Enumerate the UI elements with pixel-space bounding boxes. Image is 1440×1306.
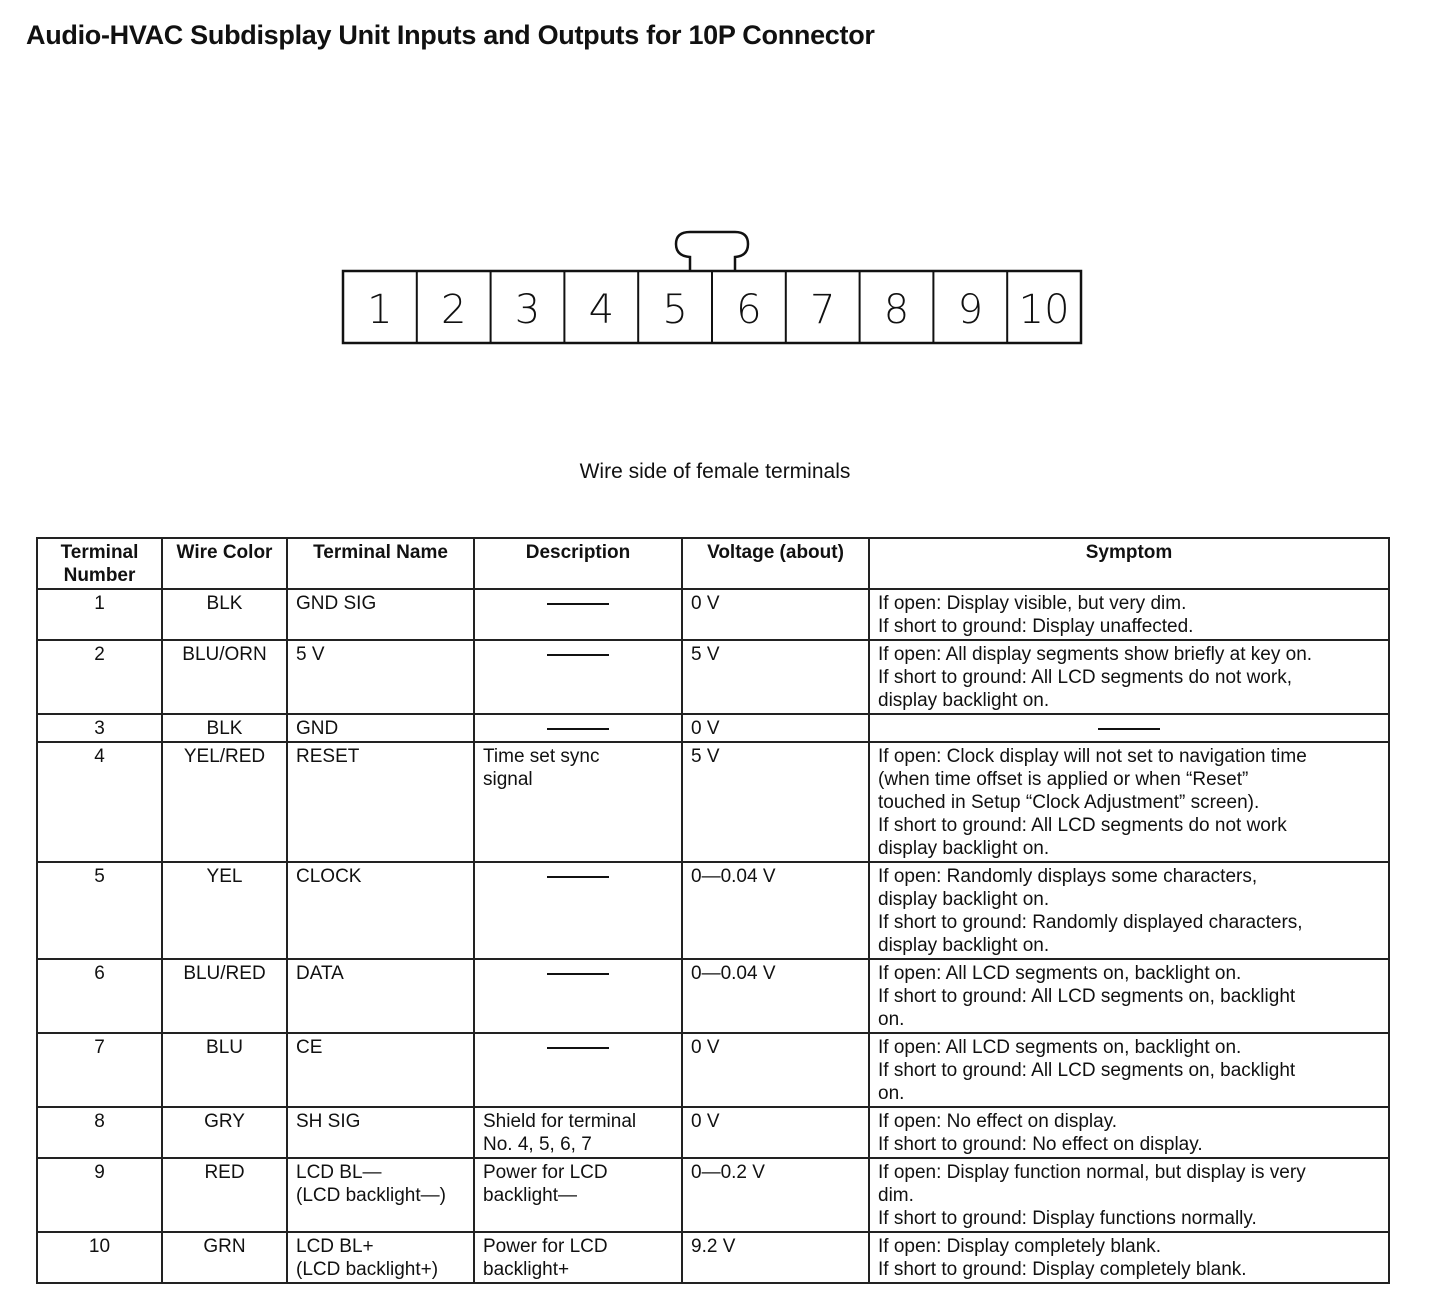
cell-wire-color: YEL/RED <box>162 742 287 862</box>
cell-voltage: 0 V <box>682 714 869 742</box>
cell-voltage: 0—0.04 V <box>682 959 869 1033</box>
not-applicable-dash <box>547 654 609 656</box>
cell-terminal-name: GND <box>287 714 474 742</box>
cell-voltage: 5 V <box>682 640 869 714</box>
cell-terminal-name: LCD BL— (LCD backlight—) <box>287 1158 474 1232</box>
cell-voltage: 0 V <box>682 589 869 640</box>
cell-terminal-number: 10 <box>37 1232 162 1283</box>
cell-wire-color: YEL <box>162 862 287 959</box>
cell-description <box>474 640 682 714</box>
cell-description: Time set sync signal <box>474 742 682 862</box>
cell-wire-color: BLU/RED <box>162 959 287 1033</box>
cell-voltage: 0—0.04 V <box>682 862 869 959</box>
cell-description: Power for LCD backlight+ <box>474 1232 682 1283</box>
connector-pin-2: 2 <box>440 287 467 333</box>
cell-voltage: 9.2 V <box>682 1232 869 1283</box>
table-row <box>37 959 1389 1033</box>
cell-symptom <box>869 714 1389 742</box>
cell-terminal-number: 7 <box>37 1033 162 1107</box>
cell-symptom: If open: All LCD segments on, backlight on. If short to ground: All LCD segments on, backlight on. <box>869 959 1389 1033</box>
connector-pin-10: 10 <box>1018 287 1070 333</box>
terminal-table <box>36 537 1390 1284</box>
not-applicable-dash <box>1098 728 1160 730</box>
cell-terminal-number: 4 <box>37 742 162 862</box>
cell-symptom: If open: Randomly displays some characters, display backlight on. If short to ground: Randomly displayed characters, display backlight on. <box>869 862 1389 959</box>
cell-wire-color: BLK <box>162 714 287 742</box>
cell-terminal-name: RESET <box>287 742 474 862</box>
cell-wire-color: BLU/ORN <box>162 640 287 714</box>
header-description: Description <box>474 538 682 589</box>
connector-pin-7: 7 <box>809 287 836 333</box>
cell-voltage: 0—0.2 V <box>682 1158 869 1232</box>
connector-pin-5: 5 <box>662 287 688 333</box>
cell-symptom: If open: No effect on display. If short to ground: No effect on display. <box>869 1107 1389 1158</box>
cell-symptom: If open: Clock display will not set to navigation time (when time offset is applied or when “Reset” touched in Setup “Clock Adjustment” screen). If short to ground: All LCD segments do not work display backlight on. <box>869 742 1389 862</box>
not-applicable-dash <box>547 1047 609 1049</box>
cell-description <box>474 862 682 959</box>
cell-wire-color: RED <box>162 1158 287 1232</box>
connector-diagram <box>0 0 1440 360</box>
cell-description <box>474 1033 682 1107</box>
table-row <box>37 1158 1389 1232</box>
cell-description: Power for LCD backlight— <box>474 1158 682 1232</box>
cell-terminal-number: 5 <box>37 862 162 959</box>
page-title: Audio-HVAC Subdisplay Unit Inputs and Outputs for 10P Connector <box>26 20 875 50</box>
cell-terminal-name: CLOCK <box>287 862 474 959</box>
cell-terminal-name: GND SIG <box>287 589 474 640</box>
connector-lock-tab <box>676 232 748 270</box>
table-row <box>37 742 1389 862</box>
header-terminal-name: Terminal Name <box>287 538 474 589</box>
connector-pin-6: 6 <box>736 287 762 333</box>
cell-description <box>474 959 682 1033</box>
header-terminal-number: Terminal Number <box>37 538 162 589</box>
cell-wire-color: BLU <box>162 1033 287 1107</box>
not-applicable-dash <box>547 876 609 878</box>
header-wire-color: Wire Color <box>162 538 287 589</box>
cell-symptom: If open: Display visible, but very dim. If short to ground: Display unaffected. <box>869 589 1389 640</box>
cell-symptom: If open: All display segments show briefly at key on. If short to ground: All LCD segments do not work, display backlight on. <box>869 640 1389 714</box>
cell-terminal-name: 5 V <box>287 640 474 714</box>
cell-description <box>474 589 682 640</box>
not-applicable-dash <box>547 603 609 605</box>
cell-terminal-name: DATA <box>287 959 474 1033</box>
cell-terminal-name: SH SIG <box>287 1107 474 1158</box>
connector-pin-8: 8 <box>883 287 910 333</box>
cell-wire-color: GRY <box>162 1107 287 1158</box>
table-row <box>37 714 1389 742</box>
cell-terminal-name: CE <box>287 1033 474 1107</box>
cell-voltage: 5 V <box>682 742 869 862</box>
cell-description <box>474 714 682 742</box>
cell-wire-color: BLK <box>162 589 287 640</box>
connector-pin-1: 1 <box>367 287 393 333</box>
connector-pin-9: 9 <box>957 287 984 333</box>
cell-symptom: If open: Display function normal, but display is very dim. If short to ground: Display functions normally. <box>869 1158 1389 1232</box>
table-row <box>37 1107 1389 1158</box>
connector-pin-4: 4 <box>588 287 615 333</box>
cell-description: Shield for terminal No. 4, 5, 6, 7 <box>474 1107 682 1158</box>
table-row <box>37 640 1389 714</box>
header-voltage: Voltage (about) <box>682 538 869 589</box>
table-row <box>37 1232 1389 1283</box>
not-applicable-dash <box>547 973 609 975</box>
connector-pin-3: 3 <box>514 287 541 333</box>
cell-voltage: 0 V <box>682 1033 869 1107</box>
cell-terminal-number: 9 <box>37 1158 162 1232</box>
not-applicable-dash <box>547 728 609 730</box>
cell-voltage: 0 V <box>682 1107 869 1158</box>
table-row <box>37 1033 1389 1107</box>
header-symptom: Symptom <box>869 538 1389 589</box>
cell-terminal-number: 1 <box>37 589 162 640</box>
table-header-row <box>37 538 1389 589</box>
cell-terminal-number: 6 <box>37 959 162 1033</box>
cell-terminal-number: 8 <box>37 1107 162 1158</box>
table-row <box>37 589 1389 640</box>
cell-terminal-name: LCD BL+ (LCD backlight+) <box>287 1232 474 1283</box>
cell-wire-color: GRN <box>162 1232 287 1283</box>
connector-caption: Wire side of female terminals <box>579 460 851 483</box>
cell-symptom: If open: All LCD segments on, backlight on. If short to ground: All LCD segments on, backlight on. <box>869 1033 1389 1107</box>
table-row <box>37 862 1389 959</box>
cell-symptom: If open: Display completely blank. If short to ground: Display completely blank. <box>869 1232 1389 1283</box>
cell-terminal-number: 2 <box>37 640 162 714</box>
cell-terminal-number: 3 <box>37 714 162 742</box>
